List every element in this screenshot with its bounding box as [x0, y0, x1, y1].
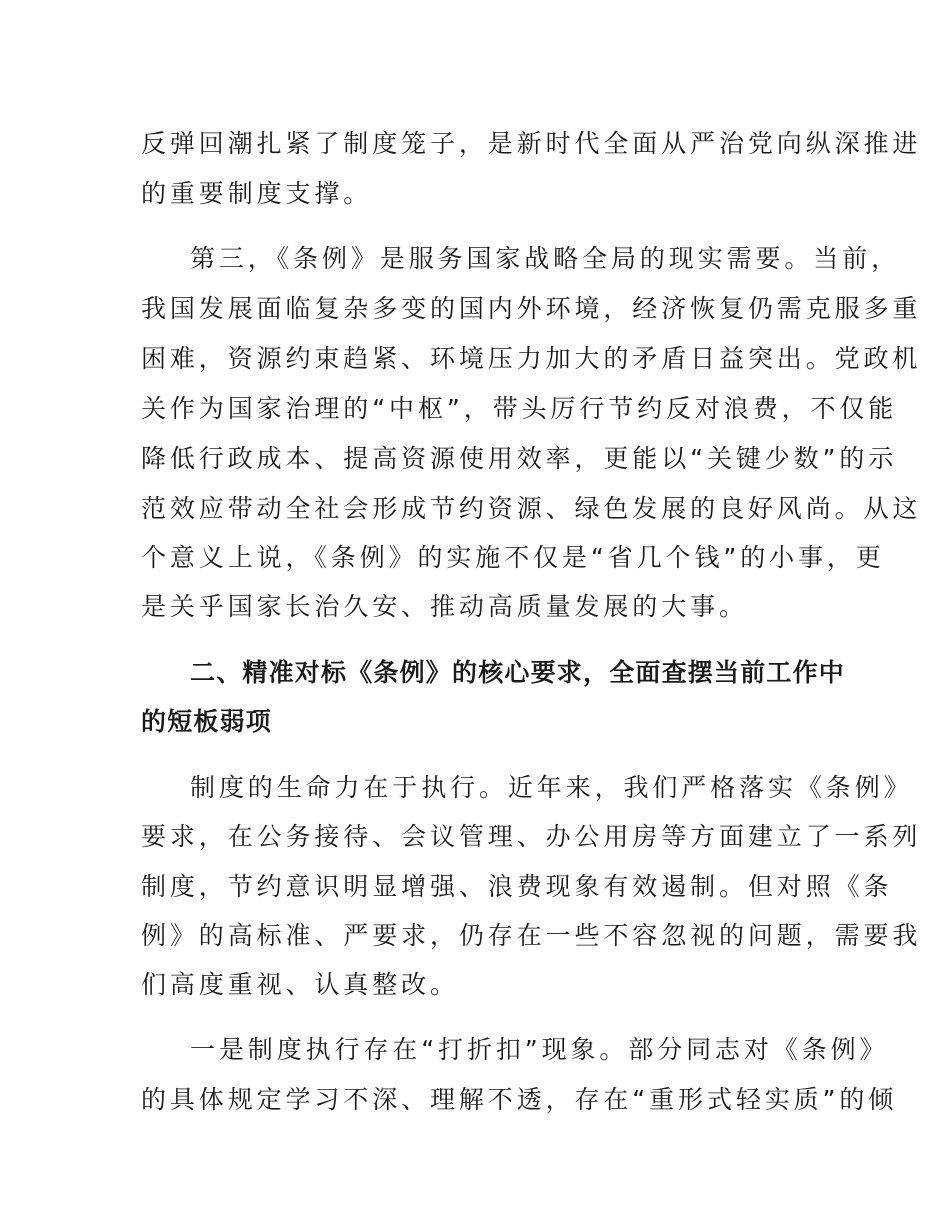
paragraph-line: 们高度重视、认真整改。: [141, 970, 459, 999]
paragraph-line: 个意义上说，《条例》的实施不仅是“省几个钱”的小事，更: [141, 543, 885, 572]
paragraph-line: 关作为国家治理的“中枢”，带头厉行节约反对浪费，不仅能: [141, 394, 898, 423]
paragraph-line: 的具体规定学习不深、理解不透，存在“重形式轻实质”的倾: [141, 1085, 898, 1114]
paragraph-line: 一是制度执行存在“打折扣”现象。部分同志对《条例》: [190, 1035, 889, 1064]
section-heading-line: 的短板弱项: [141, 707, 273, 736]
paragraph-line: 制度，节约意识明显增强、浪费现象有效遏制。但对照《条: [141, 872, 893, 901]
paragraph-line: 的重要制度支撑。: [141, 179, 373, 208]
paragraph-line: 要求，在公务接待、会议管理、办公用房等方面建立了一系列: [141, 822, 922, 851]
paragraph-line: 困难，资源约束趋紧、环境压力加大的矛盾日益突出。党政机: [141, 344, 922, 373]
paragraph-line: 第三，《条例》是服务国家战略全局的现实需要。当前，: [190, 244, 901, 273]
section-heading-line: 二、精准对标《条例》的核心要求，全面查摆当前工作中: [190, 658, 846, 687]
paragraph-line: 我国发展面临复杂多变的国内外环境，经济恢复仍需克服多重: [141, 294, 922, 323]
paragraph-line: 是关乎国家长治久安、推动高质量发展的大事。: [141, 592, 748, 621]
paragraph-line: 例》的高标准、严要求，仍存在一些不容忽视的问题，需要我: [141, 921, 922, 950]
paragraph-line: 制度的生命力在于执行。近年来，我们严格落实《条例》: [190, 773, 913, 802]
paragraph-line: 反弹回潮扎紧了制度笼子，是新时代全面从严治党向纵深推进: [141, 129, 922, 158]
paragraph-line: 降低行政成本、提高资源使用效率，更能以“关键少数”的示: [141, 444, 898, 473]
paragraph-line: 范效应带动全社会形成节约资源、绿色发展的良好风尚。从这: [141, 494, 922, 523]
